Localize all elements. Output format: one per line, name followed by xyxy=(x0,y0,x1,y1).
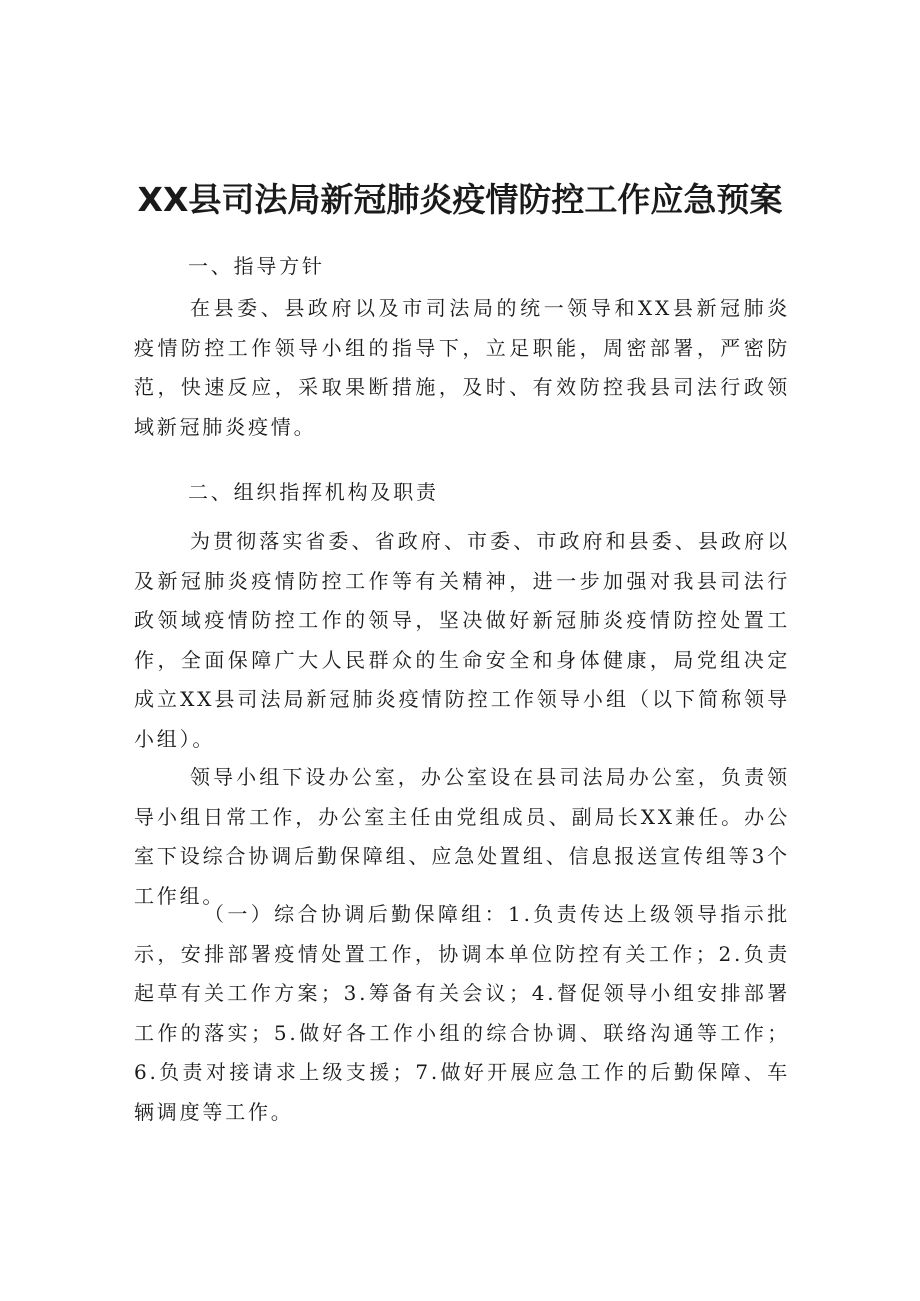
paragraph-coordination-group: （一）综合协调后勤保障组：1.负责传达上级领导指示批示，安排部署疫情处置工作，协调本单位防控有关工作；2.负责起草有关工作方案；3.筹备有关会议；4.督促领导小组安排部署工作的落实；5.做好各工作小组的综合协调、联络沟通等工作；6.负责对接请求上级支援；7.做好开展应急工作的后勤保障、车辆调度等工作。 xyxy=(134,902,790,1124)
paragraph-leading-group: 为贯彻落实省委、省政府、市委、市政府和县委、县政府以及新冠肺炎疫情防控工作等有关精神，进一步加强对我县司法行政领域疫情防控工作的领导，坚决做好新冠肺炎疫情防控处置工作，全面保障广大人民群众的生命安全和身体健康，局党组决定成立XX县司法局新冠肺炎疫情防控工作领导小组（以下简称领导小组）。 xyxy=(134,529,790,751)
paragraph-office: 领导小组下设办公室，办公室设在县司法局办公室，负责领导小组日常工作，办公室主任由党组成员、副局长XX兼任。办公室下设综合协调后勤保障组、应急处置组、信息报送宣传组等3个工作组。 xyxy=(134,765,790,908)
paragraph-guiding-principles: 在县委、县政府以及市司法局的统一领导和XX县新冠肺炎疫情防控工作领导小组的指导下，立足职能，周密部署，严密防范，快速反应，采取果断措施，及时、有效防控我县司法行政领域新冠肺炎疫情。 xyxy=(134,296,790,439)
document-title: XX县司法局新冠肺炎疫情防控工作应急预案 xyxy=(137,180,783,219)
section-heading-organization: 二、组织指挥机构及职责 xyxy=(188,480,439,504)
section-heading-guiding-principles: 一、指导方针 xyxy=(188,254,325,278)
